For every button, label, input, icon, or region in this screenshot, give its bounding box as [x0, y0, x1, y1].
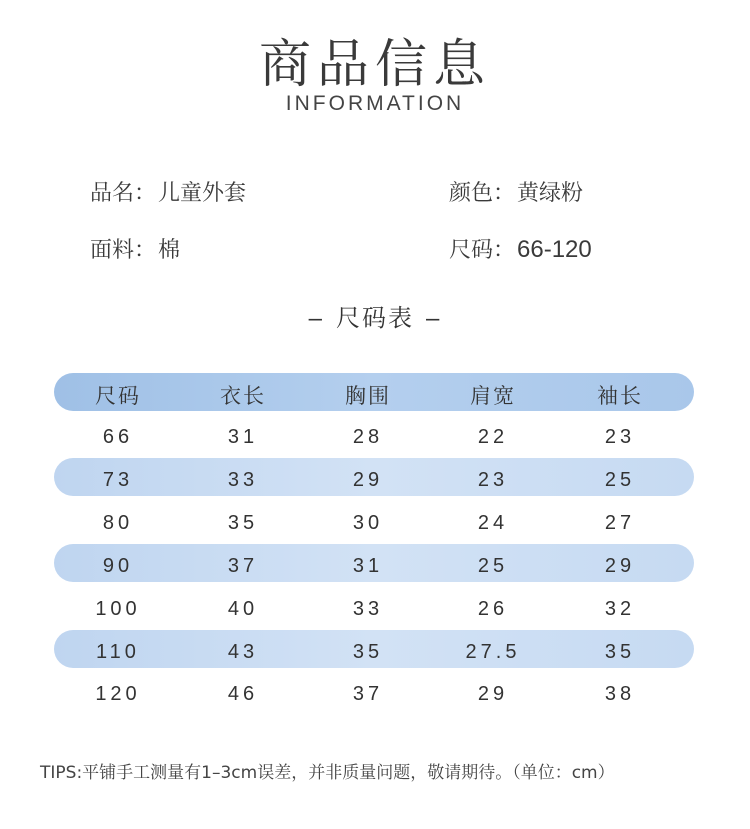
- table-cell: 29: [604, 555, 636, 577]
- table-cell: 33: [227, 469, 259, 491]
- info-value: 儿童外套: [158, 181, 247, 206]
- table-cell: 80: [102, 512, 134, 534]
- table-cell: 23: [604, 426, 636, 448]
- table-cell: 66: [102, 426, 134, 448]
- table-cell: 35: [604, 641, 636, 663]
- header-cell-chest: 胸围: [345, 384, 391, 408]
- table-cell: 22: [477, 426, 509, 448]
- info-label: 面料：: [90, 238, 157, 263]
- header-cell-size: 尺码: [95, 384, 141, 408]
- info-product-name: [90, 176, 246, 207]
- title-dash-left: –: [308, 305, 324, 332]
- table-cell: 28: [352, 426, 384, 448]
- table-cell: 23: [477, 469, 509, 491]
- table-cell: 37: [352, 683, 384, 705]
- table-cell: 27.5: [465, 641, 521, 663]
- table-cell: 29: [477, 683, 509, 705]
- info-label: 品名：: [90, 181, 157, 206]
- table-cell: 46: [227, 683, 259, 705]
- title-dash-right: –: [426, 305, 442, 332]
- table-cell: 37: [227, 555, 259, 577]
- table-cell: 31: [227, 426, 259, 448]
- table-cell: 90: [102, 555, 134, 577]
- table-cell: 29: [352, 469, 384, 491]
- header-cell-sleeve: 袖长: [597, 384, 643, 408]
- info-color: [449, 176, 583, 207]
- info-fabric: [90, 233, 180, 264]
- table-cell: 40: [227, 598, 259, 620]
- table-cell: 31: [352, 555, 384, 577]
- table-cell: 100: [95, 598, 141, 620]
- table-cell: 25: [477, 555, 509, 577]
- header-cell-shoulder: 肩宽: [470, 384, 516, 408]
- table-cell: 24: [477, 512, 509, 534]
- table-cell: 26: [477, 598, 509, 620]
- table-cell: 35: [352, 641, 384, 663]
- table-cell: 38: [604, 683, 636, 705]
- table-cell: 30: [352, 512, 384, 534]
- size-table-title: [0, 298, 750, 333]
- table-cell: 73: [102, 469, 134, 491]
- table-cell: 43: [227, 641, 259, 663]
- table-cell: 25: [604, 469, 636, 491]
- table-cell: 33: [352, 598, 384, 620]
- measurement-tips: TIPS:平铺手工测量有1–3cm误差，并非质量问题，敬请期待。（单位：cm）: [40, 763, 615, 783]
- header-cell-length: 衣长: [220, 384, 266, 408]
- info-size-range: [449, 233, 592, 264]
- table-cell: 35: [227, 512, 259, 534]
- table-cell: 32: [604, 598, 636, 620]
- page-title: 商品信息: [258, 35, 491, 95]
- info-value: 棉: [158, 238, 181, 263]
- size-table-title-text: 尺码表: [336, 304, 414, 332]
- table-cell: 27: [604, 512, 636, 534]
- info-value: 66-120: [517, 236, 592, 263]
- page-subtitle: INFORMATION: [285, 92, 465, 115]
- info-value: 黄绿粉: [517, 181, 584, 206]
- table-cell: 120: [95, 683, 141, 705]
- info-label: 颜色：: [449, 181, 516, 206]
- info-label: 尺码：: [449, 238, 516, 263]
- table-cell: 110: [96, 641, 140, 663]
